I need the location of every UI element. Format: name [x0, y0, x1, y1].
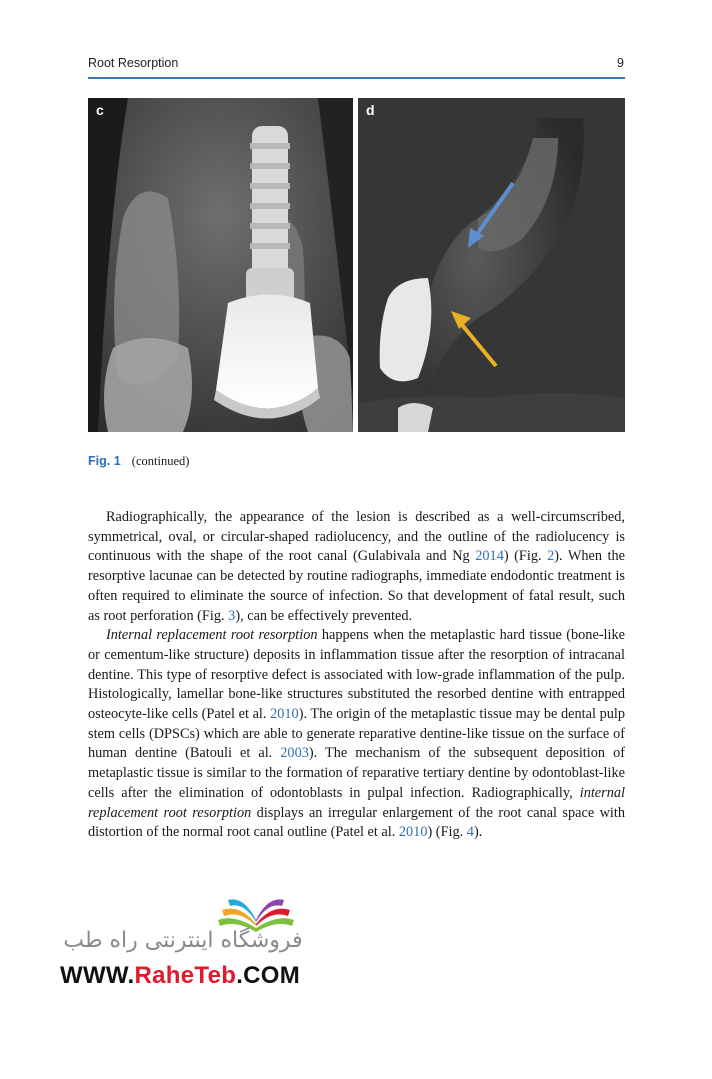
text-run: ), can be effectively prevented. — [235, 607, 413, 624]
citation-link[interactable]: 2003 — [280, 745, 309, 762]
body-text — [88, 508, 625, 843]
figure-panel-c-radiograph — [88, 98, 353, 432]
citation-link[interactable]: 2014 — [475, 548, 504, 565]
paragraph-1 — [88, 508, 625, 626]
radiograph-image — [88, 98, 353, 432]
page-number: 9 — [617, 56, 624, 70]
text-run: ). — [473, 824, 483, 841]
emphasized-term: Internal replacement root resorption — [106, 627, 318, 644]
citation-link[interactable]: 4 — [466, 824, 474, 841]
book-logo-icon — [214, 892, 298, 932]
citation-link[interactable]: 2 — [547, 548, 555, 565]
caption-text: (continued) — [131, 454, 190, 468]
panel-label-d: d — [366, 102, 375, 118]
text-run: ) (Fig. — [427, 824, 467, 841]
panel-label-c: c — [96, 102, 104, 118]
figure-caption — [88, 454, 189, 469]
url-prefix: WWW. — [60, 962, 135, 989]
running-title: Root Resorption — [88, 56, 179, 70]
url-suffix: .COM — [236, 962, 301, 989]
paragraph-2 — [88, 626, 625, 843]
text-run: ). When the resorptive lacunae can be detected by routine radiographs, immediate endodontic treatment is often required to eliminate the source of infection. So that development of fatal result, such as root perforation (Fig. — [88, 548, 626, 624]
citation-link[interactable]: 3 — [228, 607, 236, 624]
caption-label: Fig. 1 — [88, 454, 121, 468]
cbct-image — [358, 98, 625, 432]
text-run: displays an irregular enlargement of the root canal space with distortion of the normal root canal outline (Patel et al. — [88, 804, 625, 841]
text-run: ). The origin of the metaplastic tissue may be dental pulp stem cells (DPSCs) which are able to generate reparative dentine-like tissue on the surface of human dentine (Batouli et al. — [88, 706, 625, 762]
figure-panel-d-cbct — [358, 98, 625, 432]
text-run: ). The mechanism of the subsequent deposition of metaplastic tissue is similar to the formation of reparative tertiary dentine by odontoblast-like cells after the elimination of odontoblasts in pulpal infection. Radiographically, — [88, 745, 625, 801]
watermark-persian-text: فروشگاه اینترنتی راه طب — [63, 928, 303, 953]
header-rule — [88, 77, 625, 79]
watermark-url — [60, 962, 300, 990]
citation-link[interactable]: 2010 — [270, 706, 299, 723]
text-run: Radiographically, the appearance of the lesion is described as a well-circumscribed, symmetrical, oval, or circular-shaped radiolucency, and the outline of the radiolucency is continuous with the shape of the root canal (Gulabivala and Ng — [88, 509, 625, 565]
citation-link[interactable]: 2010 — [398, 824, 428, 841]
text-run: happens when the metaplastic hard tissue (bone-like or cementum-like structure) deposits in inflammation tissue after the resorption of intracanal dentine. This type of resorptive defect is associated with low-grade inflammation of the pulp. Histologically, lamellar bone-like structures substituted the resorbed dentine with entrapped osteocyte-like cells (Patel et al. — [88, 627, 625, 723]
emphasized-term: internal replacement root resorption — [88, 784, 625, 821]
url-brand: RaheTeb — [134, 962, 237, 989]
text-run: ) (Fig. — [503, 548, 548, 565]
